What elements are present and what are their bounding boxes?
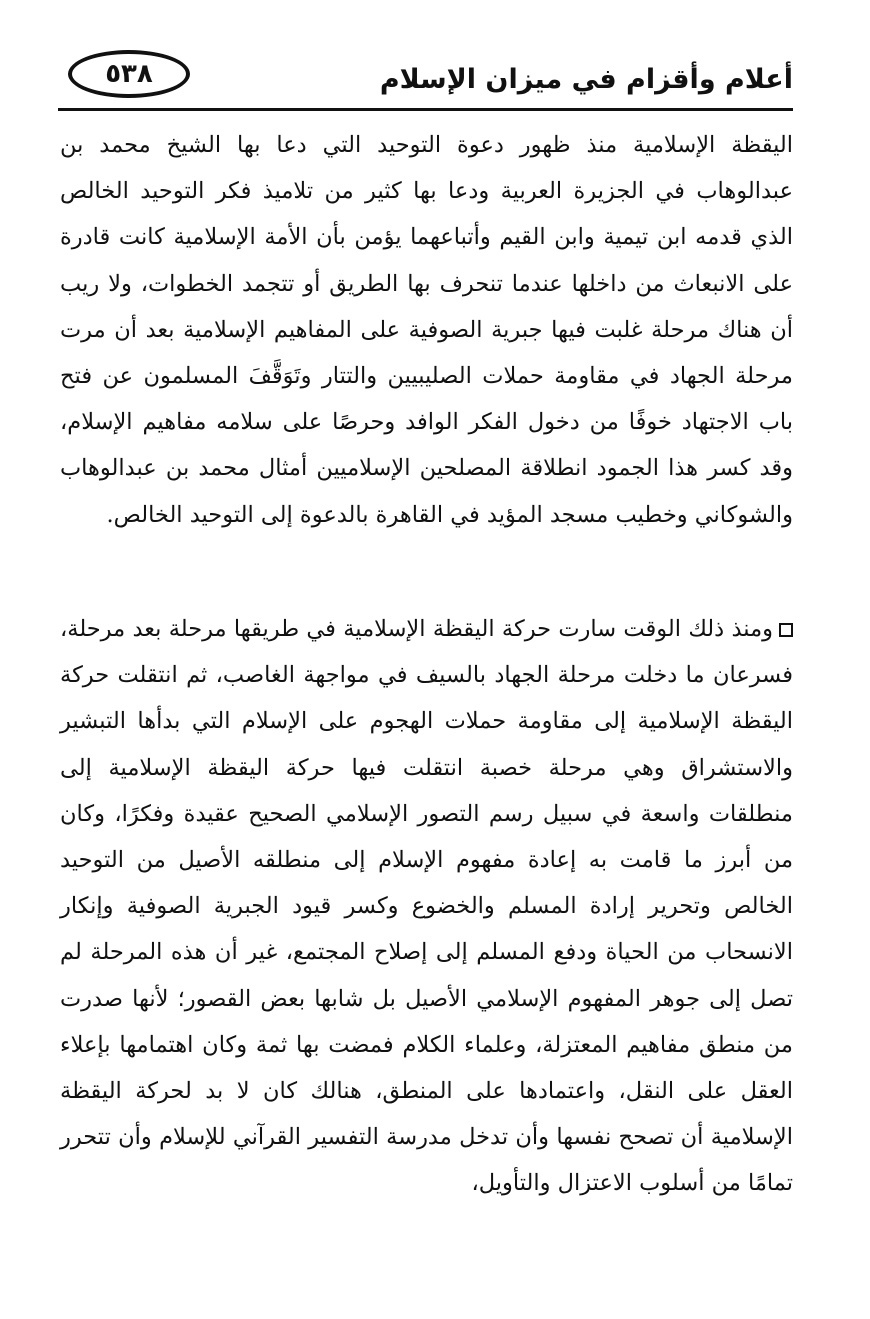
page-number: ٥٣٨ [105,59,153,89]
header-divider [58,108,793,111]
page-header [58,48,793,110]
paragraph-marker-icon [779,623,793,637]
running-title: أعلام وأقزام في ميزان الإسلام [379,64,793,95]
paragraph-1 [60,122,793,538]
paragraph-1-text: اليقظة الإسلامية منذ ظهور دعوة التوحيد التي دعا بها الشيخ محمد بن عبدالوهاب في الجزيرة العربية ودعا بها كثير من تلاميذ فكر التوحيد الخالص الذي قدمه ابن تيمية وابن القيم وأتباعهما يؤمن بأن الأمة الإسلامية كانت قادرة على الانبعاث من داخلها عندما تنحرف بها الطريق أو تتجمد الخطوات، ولا ريب أن هناك مرحلة غلبت فيها جبرية الصوفية على المفاهيم الإسلامية بعد أن مرت مرحلة الجهاد في مقاومة حملات الصليبيين والتتار وتَوَقَّفَ المسلمون عن فتح باب الاجتهاد خوفًا من دخول الفكر الوافد وحرصًا على سلامه مفاهيم الإسلام، وقد كسر هذا الجمود انطلاقة المصلحين الإسلاميين أمثال محمد بن عبدالوهاب والشوكاني وخطيب مسجد المؤيد في القاهرة بالدعوة إلى التوحيد الخالص. [60,132,793,528]
paragraph-2-text: ومنذ ذلك الوقت سارت حركة اليقظة الإسلامية في طريقها مرحلة بعد مرحلة، فسرعان ما دخلت مرحلة الجهاد بالسيف في مواجهة الغاصب، ثم انتقلت حركة اليقظة الإسلامية إلى مقاومة حملات الهجوم على الإسلام التي بدأها التبشير والاستشراق وهي مرحلة خصبة انتقلت فيها حركة اليقظة الإسلامية إلى منطلقات واسعة في سبيل رسم التصور الإسلامي الصحيح عقيدة وفكرًا، وكان من أبرز ما قامت به إعادة مفهوم الإسلام إلى منطلقه الأصيل من التوحيد الخالص وتحرير إرادة المسلم والخضوع وكسر قيود الجبرية الصوفية وإنكار الانسحاب من الحياة ودفع المسلم إلى إصلاح المجتمع، غير أن هذه المرحلة لم تصل إلى جوهر المفهوم الإسلامي الأصيل بل شابها بعض القصور؛ لأنها صدرت من منطق مفاهيم المعتزلة، وعلماء الكلام فمضت بها ثمة وكان اهتمامها بإعلاء العقل على النقل، واعتمادها على المنطق، هنالك كان لا بد لحركة اليقظة الإسلامية أن تصحح نفسها وأن تدخل مدرسة التفسير القرآني للإسلام وأن تتحرر تمامًا من أسلوب الاعتزال والتأويل، [60,616,793,1197]
page-number-badge [68,50,190,98]
paragraph-2 [60,606,793,1207]
